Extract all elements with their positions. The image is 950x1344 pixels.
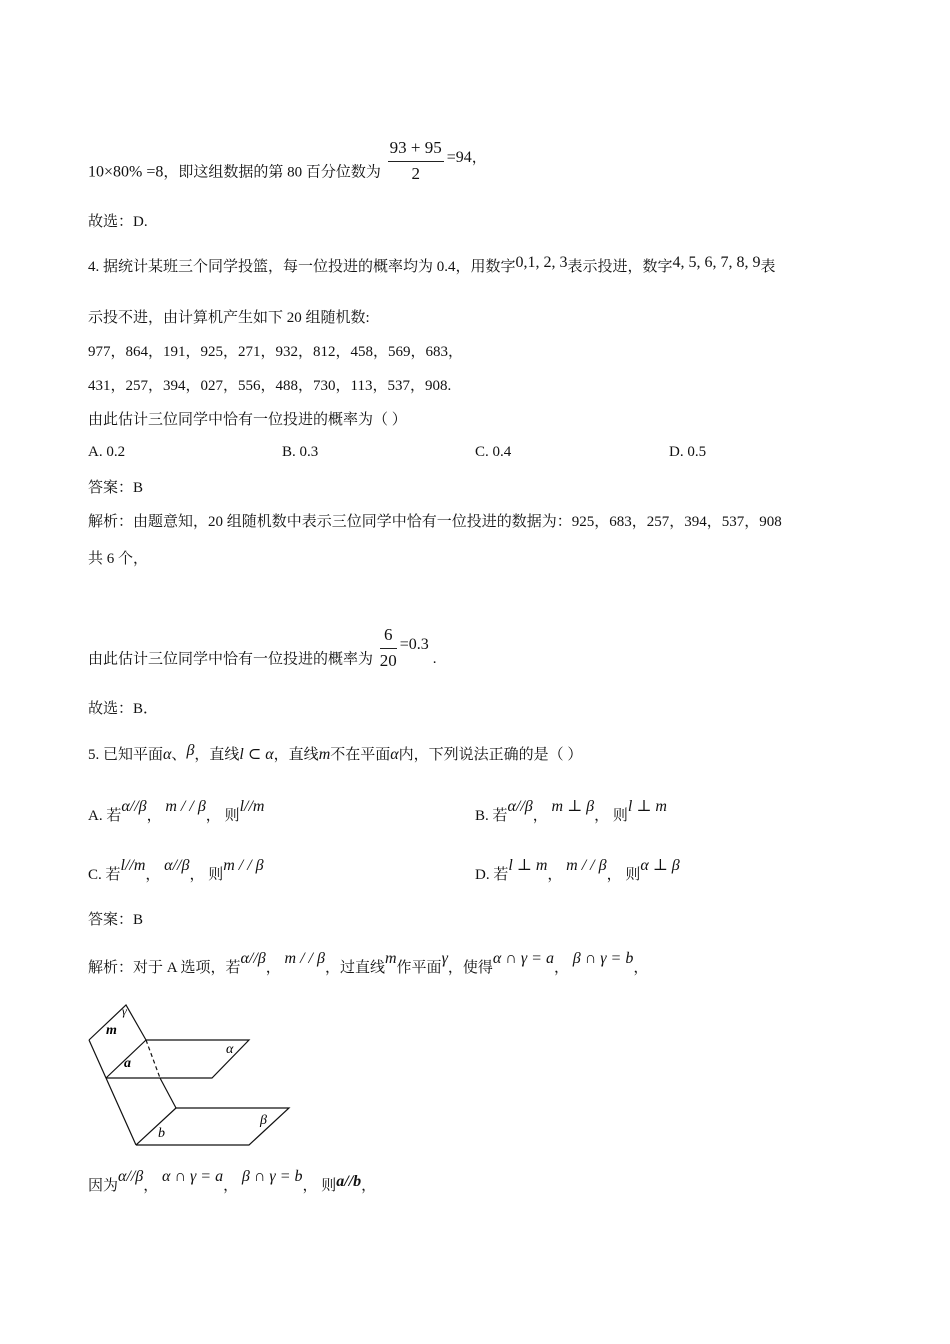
comma: ， [223, 1178, 239, 1194]
plane-gamma-left-upper [89, 1040, 106, 1078]
fraction-numerator: 93 + 95 [388, 138, 444, 162]
condition-1: α//β [118, 1168, 144, 1185]
alpha-symbol: α [390, 746, 399, 763]
q4-digits-out: 4, 5, 6, 7, 8, 9 [672, 254, 761, 271]
comma: ， [547, 867, 563, 883]
analysis-text-a: 解析：对于 A 选项，若 [88, 960, 241, 976]
because-text: 因为 [88, 1178, 119, 1194]
q5-option-c [88, 857, 264, 884]
q4-option-b: B. 0.3 [282, 444, 319, 460]
condition-1: α//β [507, 798, 533, 815]
condition-1: l ⊥ m [508, 857, 548, 874]
fraction-numerator: 6 [380, 625, 397, 649]
q4-analysis-line3 [88, 625, 437, 683]
condition-2: m / / β [165, 798, 206, 815]
condition-2: m / / β [284, 950, 325, 967]
condition-2: α ∩ γ = a [162, 1168, 224, 1185]
q5-stem-text-b: ，直线 [194, 747, 240, 763]
fraction-result: =94 [446, 149, 472, 167]
q5-analysis-line1 [88, 950, 649, 978]
sentence-period: . [432, 651, 437, 668]
plane-gamma-bottom [136, 1108, 176, 1145]
calc-text: ，即这组数据的第 80 百分位数为 [163, 164, 381, 181]
calc-expression: 10×80% =8 [88, 163, 164, 181]
q4-question: 由此估计三位同学中恰有一位投进的概率为（ ） [88, 412, 407, 428]
q4-option-c: C. 0.4 [475, 444, 512, 460]
q5-option-d [475, 857, 680, 884]
analysis-text-c: 作平面 [396, 960, 442, 976]
m-symbol: m [318, 746, 331, 763]
percentile-fraction [388, 138, 444, 184]
q5-stem-text-c: ，直线 [273, 747, 319, 763]
comma: ， [633, 960, 649, 976]
option-label: C. 若 [88, 867, 121, 883]
l-subset-alpha: l ⊂ α [239, 746, 274, 763]
gamma-symbol: γ [441, 950, 448, 967]
comma: ， [189, 867, 205, 883]
comma: ， [553, 960, 569, 976]
planes-figure [84, 1000, 296, 1152]
beta-symbol: β [186, 742, 195, 759]
comma: ， [143, 1178, 159, 1194]
then-text: 则 [208, 867, 224, 883]
alpha-cap-gamma: α ∩ γ = a [492, 950, 554, 967]
conclusion: m / / β [223, 857, 264, 874]
conclusion: l//m [239, 798, 265, 815]
plane-gamma-left-lower [106, 1078, 136, 1145]
q4-option-d: D. 0.5 [669, 444, 707, 460]
trailing-comma: ， [471, 150, 487, 167]
comma: ， [361, 1178, 377, 1194]
comma: ， [265, 960, 281, 976]
comma: ， [145, 867, 161, 883]
then-text: 则 [625, 867, 641, 883]
q5-analysis-line2 [88, 1168, 377, 1196]
plane-gamma-top [89, 1005, 146, 1040]
q5-stem-text-d: 不在平面 [330, 747, 391, 763]
q4-answer: 答案：B [88, 480, 144, 496]
fraction-denominator: 20 [379, 651, 397, 670]
then-text: 则 [224, 808, 240, 824]
q4-stem-text-a: 4. 据统计某班三个同学投篮，每一位投进的概率均为 0.4，用数字 [88, 259, 516, 275]
alpha-symbol: α [163, 746, 172, 763]
label-beta: β [260, 1113, 267, 1128]
q5-stem-text-a: 5. 已知平面 [88, 747, 164, 763]
label-gamma: γ [122, 1004, 127, 1018]
q4-analysis-line1: 解析：由题意知，20 组随机数中表示三位同学中恰有一位投进的数据为：925，683，257，394，537，908 [88, 514, 782, 530]
percentile-line [88, 138, 487, 196]
plane-gamma-right-lower [160, 1078, 176, 1108]
condition-2: α//β [164, 857, 190, 874]
conclusion: l ⊥ m [627, 798, 667, 815]
option-label: A. 若 [88, 808, 122, 824]
fraction-result: =0.3 [399, 636, 429, 654]
plane-gamma-hidden-edge [146, 1040, 160, 1078]
comma: ， [205, 808, 221, 824]
comma: ， [146, 808, 162, 824]
q5-stem [88, 742, 583, 765]
q4-digits-in: 0,1, 2, 3 [515, 254, 568, 271]
m-symbol: m [384, 950, 397, 967]
label-a: a [124, 1056, 131, 1071]
q4-data-row2: 431，257，394，027，556，488，730，113，537，908. [88, 378, 452, 394]
q4-stem-line1 [88, 254, 776, 277]
answer-choice-d: 故选：D. [88, 214, 148, 230]
option-label: B. 若 [475, 808, 508, 824]
q4-data-row1: 977，864，191，925，271，932，812，458，569，683， [88, 344, 464, 360]
fraction-denominator: 2 [411, 164, 420, 183]
label-alpha: α [226, 1042, 234, 1057]
q4-probability-fraction [380, 625, 397, 671]
then-text: 则 [612, 808, 628, 824]
analysis-text-d: ，使得 [447, 960, 493, 976]
q5-option-a [88, 798, 265, 825]
q4-stem-text-b: 表示投进，数字 [567, 259, 673, 275]
label-b: b [158, 1126, 165, 1141]
q4-option-a: A. 0.2 [88, 444, 126, 460]
conclusion: a//b [336, 1173, 362, 1190]
condition-1: l//m [120, 857, 146, 874]
q5-stem-text-e: 内，下列说法正确的是（ ） [398, 747, 583, 763]
conclusion: α ⊥ β [640, 857, 680, 874]
comma: ， [606, 867, 622, 883]
condition-1: α//β [240, 950, 266, 967]
q5-answer: 答案：B [88, 912, 144, 928]
comma: ， [532, 808, 548, 824]
condition-1: α//β [121, 798, 147, 815]
comma: ， [594, 808, 610, 824]
comma: ， [302, 1178, 318, 1194]
condition-3: β ∩ γ = b [241, 1168, 303, 1185]
option-label: D. 若 [475, 867, 509, 883]
analysis-text-b: ，过直线 [324, 960, 385, 976]
condition-2: m ⊥ β [551, 798, 595, 815]
q4-analysis-text: 由此估计三位同学中恰有一位投进的概率为 [88, 651, 374, 668]
q4-analysis-line2: 共 6 个， [88, 551, 149, 567]
label-m: m [106, 1023, 117, 1038]
q4-final-answer: 故选：B． [88, 701, 159, 717]
then-text: 则 [321, 1178, 337, 1194]
condition-2: m / / β [566, 857, 607, 874]
separator: 、 [171, 747, 187, 763]
q4-stem-text-c: 表 [760, 259, 776, 275]
q4-stem-line2: 示投不进，由计算机产生如下 20 组随机数: [88, 310, 370, 326]
beta-cap-gamma: β ∩ γ = b [572, 950, 634, 967]
q5-option-b [475, 798, 667, 825]
